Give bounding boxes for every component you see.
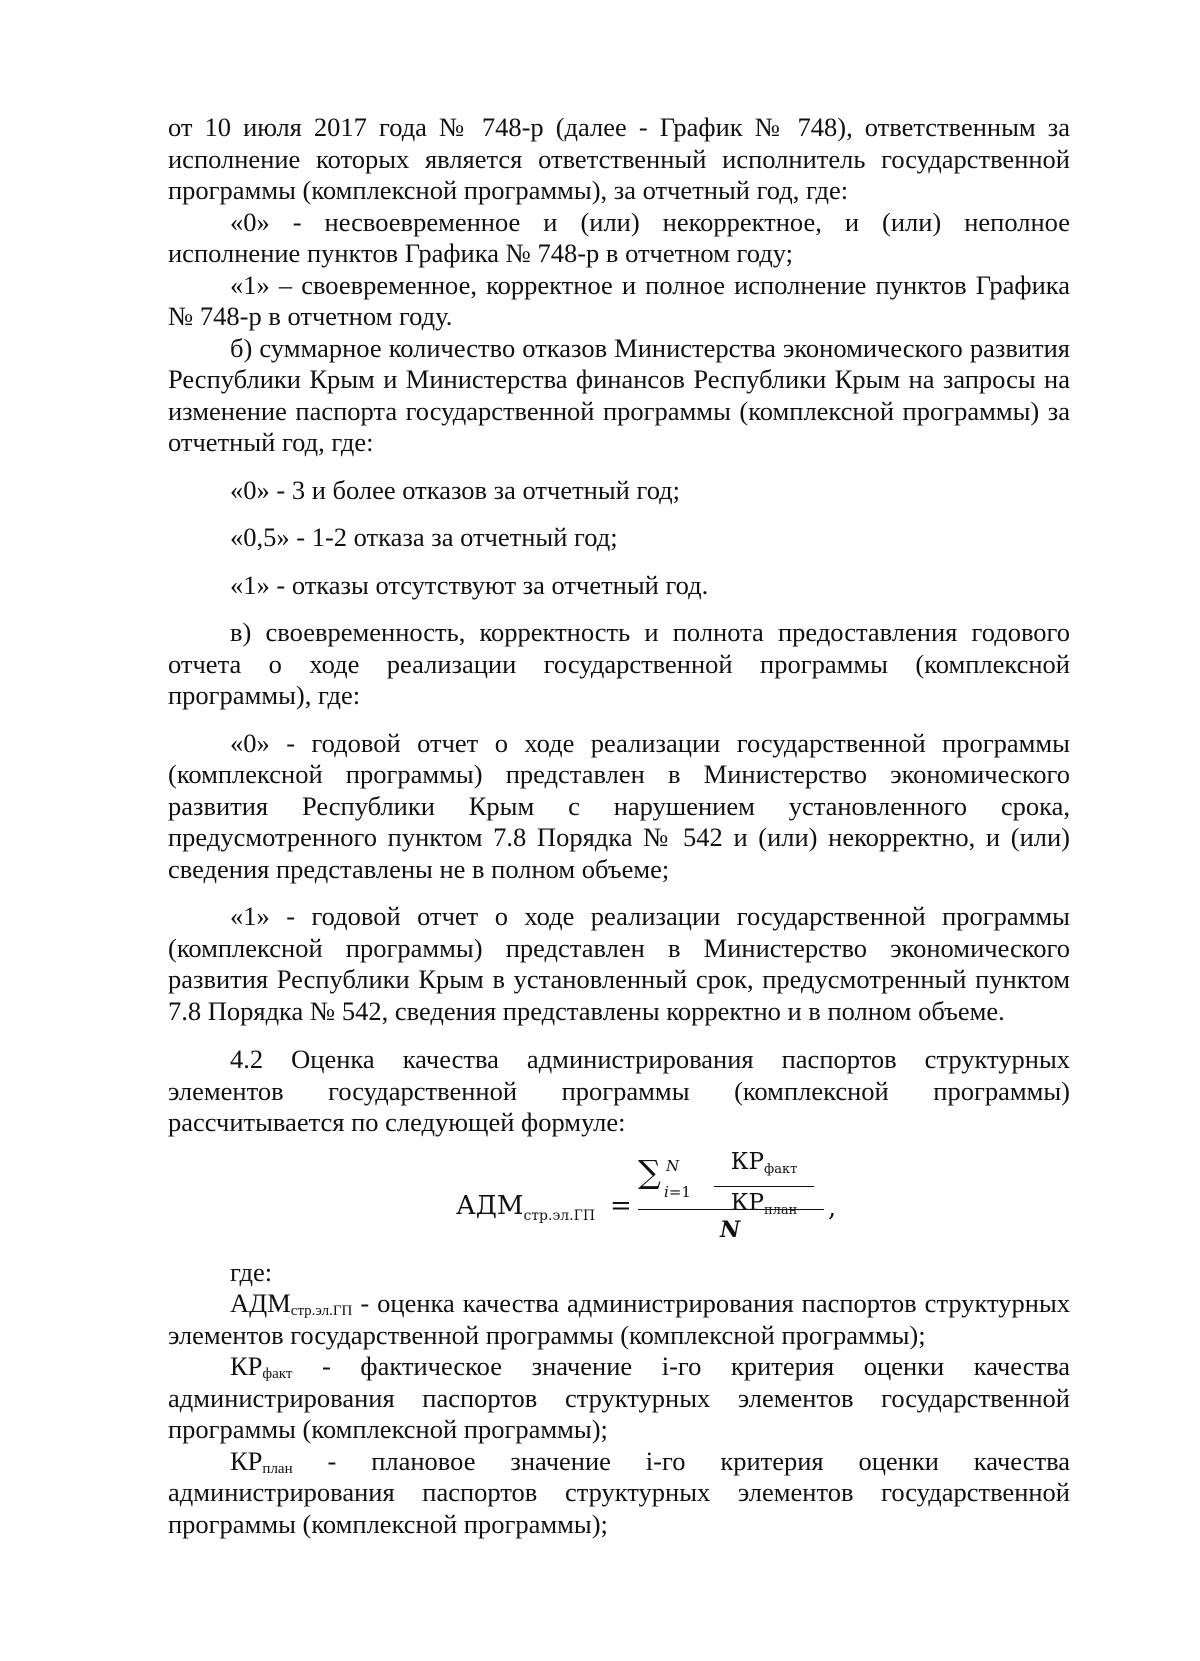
formula-inner-numerator: [712, 1147, 816, 1187]
paragraph-10: «1» - годовой отчет о ходе реализации государственной программы (комплексной программы) представлен в Министерство экономического развития Республики Крым в установленный срок, предусмотренный пунктом 7.8 Порядка № 542, сведения представлены корректно и в полном объеме.: [168, 901, 1070, 1026]
paragraph-7: «1» - отказы отсутствуют за отчетный год.: [230, 569, 709, 600]
paragraph-9: «0» - годовой отчет о ходе реализации государственной программы (комплексной программы) представлен в Министерство экономического развития Республики Крым с нарушением установленного срока, предусмотренного пунктом 7.8 Порядка № 542 и (или) некорректно, и (или) сведения представлены не в полном объеме;: [168, 727, 1070, 884]
definition-text: - оценка качества администрирования паспортов структурных элементов государственной программы (комплексной программы);: [168, 1288, 1070, 1350]
formula-sum-lower-var: i: [664, 1182, 669, 1201]
paragraph-1: от 10 июля 2017 года № 748-р (далее - График № 748), ответственным за исполнение которых является ответственный исполнитель государственной программы (комплексной программы), за отчетный год, где:: [168, 112, 1070, 205]
where-label: где:: [230, 1256, 273, 1287]
paragraph-5: «0» - 3 и более отказов за отчетный год;: [230, 474, 681, 505]
formula-sum-upper: N: [666, 1156, 680, 1175]
paragraph-2: «0» - несвоевременное и (или) некорректное, и (или) неполное исполнение пунктов Графика № 748-р в отчетном году;: [168, 206, 1070, 268]
formula-sum-lower-rest: =1: [668, 1182, 691, 1201]
formula-lhs-sub: стр.эл.ГП: [523, 1207, 596, 1224]
definition-term-sub: план: [262, 1460, 293, 1477]
definition-text: - фактическое значение i-го критерия оценки качества администрирования паспортов структурных элементов государственной программы (комплексной программы);: [168, 1351, 1070, 1444]
definition-text: - плановое значение i-го критерия оценки качества администрирования паспортов структурных элементов государственной программы (комплексной программы);: [168, 1445, 1070, 1539]
formula: [168, 1147, 1070, 1255]
definition-list: [168, 1288, 1070, 1540]
formula-equals: =: [610, 1190, 632, 1221]
definition-term-sub: стр.эл.ГП: [290, 1303, 353, 1319]
formula-comma: ,: [828, 1192, 837, 1223]
formula-sum-lower: [664, 1177, 691, 1209]
formula-main-bar: [638, 1209, 824, 1210]
definition-term-sub: факт: [262, 1366, 293, 1382]
paragraph-6: «0,5» - 1-2 отказа за отчетный год;: [230, 522, 618, 552]
formula-den-sub: план: [763, 1203, 798, 1218]
definition-adm: [168, 1288, 1070, 1351]
formula-lhs: [456, 1191, 595, 1233]
formula-den-main: КР: [730, 1190, 764, 1216]
formula-num-main: КР: [730, 1148, 765, 1175]
paragraph-3: «1» – своевременное, корректное и полное исполнение пунктов Графика № 748-р в отчетном году.: [168, 269, 1070, 331]
formula-lhs-main: АДМ: [456, 1190, 524, 1221]
formula-denominator: N: [720, 1216, 741, 1243]
paragraph-8: в) своевременность, корректность и полнота предоставления годового отчета о ходе реализации государственной программы (комплексной программы), где:: [168, 617, 1070, 710]
definition-term: КР: [230, 1351, 263, 1381]
formula-numerator: [638, 1147, 938, 1218]
definition-kr-plan: [168, 1446, 1070, 1541]
paragraph-4: б) суммарное количество отказов Министерства экономического развития Республики Крым и Министерства финансов Республики Крым на запросы на изменение паспорта государственной программы (комплексной программы) за отчетный год, где:: [168, 332, 1070, 457]
document-page: [168, 112, 1070, 1540]
formula-num-sub: факт: [764, 1161, 798, 1177]
definition-term: КР: [230, 1445, 263, 1476]
definition-term: АДМ: [230, 1288, 291, 1318]
formula-sum-symbol: ∑: [638, 1152, 661, 1191]
paragraph-11: 4.2 Оценка качества администрирования паспортов структурных элементов государственной программы (комплексной программы) рассчитывается по следующей формуле:: [168, 1044, 1070, 1137]
definition-kr-fact: [168, 1351, 1070, 1446]
